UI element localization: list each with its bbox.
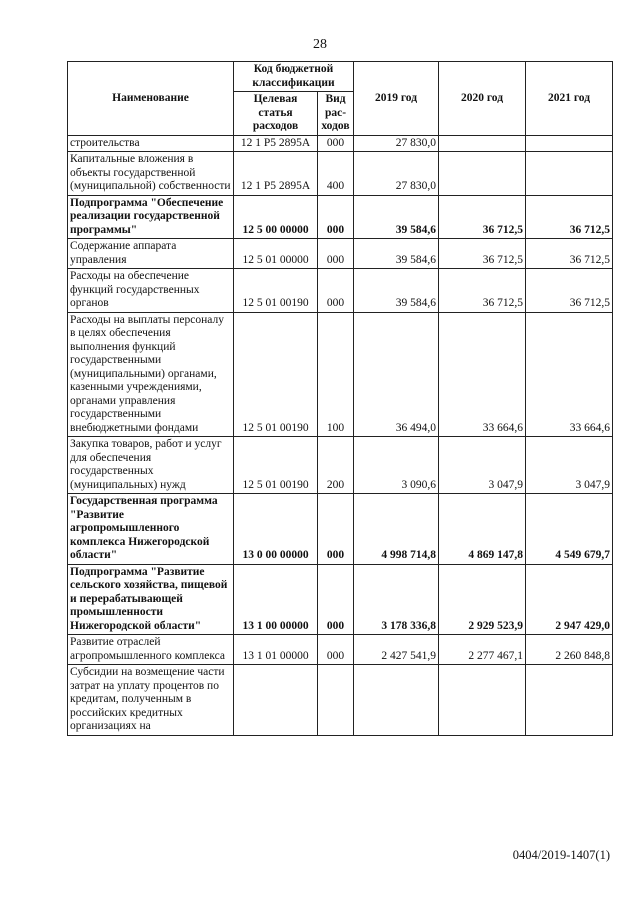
row-2019-value: 36 494,0 <box>354 312 439 437</box>
row-name: Расходы на обеспечение функций государственных органов <box>68 269 234 313</box>
row-target-article: 13 0 00 00000 <box>234 494 318 565</box>
row-expense-type: 100 <box>318 312 354 437</box>
row-2019-value: 2 427 541,9 <box>354 635 439 665</box>
row-name: Развитие отраслей агропромышленного комплекса <box>68 635 234 665</box>
table-row <box>68 635 613 665</box>
budget-table <box>67 61 613 736</box>
row-2021-value <box>526 665 613 736</box>
row-2020-value: 36 712,5 <box>439 239 526 269</box>
row-2020-value: 3 047,9 <box>439 437 526 494</box>
table-row <box>68 564 613 635</box>
row-name: Содержание аппарата управления <box>68 239 234 269</box>
row-expense-type <box>318 665 354 736</box>
row-target-article: 12 5 00 00000 <box>234 195 318 239</box>
row-name: Субсидии на возмещение части затрат на уплату процентов по кредитам, полученным в российских кредитных организациях на <box>68 665 234 736</box>
row-2019-value: 27 830,0 <box>354 135 439 152</box>
row-2021-value: 36 712,5 <box>526 239 613 269</box>
row-target-article: 13 1 00 00000 <box>234 564 318 635</box>
header-name: Наименование <box>68 62 234 136</box>
table-row <box>68 494 613 565</box>
table-row <box>68 195 613 239</box>
row-name: Капитальные вложения в объекты государственной (муниципальной) собственности <box>68 152 234 196</box>
row-expense-type: 200 <box>318 437 354 494</box>
row-2020-value: 2 929 523,9 <box>439 564 526 635</box>
row-expense-type: 000 <box>318 195 354 239</box>
row-2020-value <box>439 665 526 736</box>
header-2020: 2020 год <box>439 62 526 136</box>
table-row <box>68 437 613 494</box>
row-target-article: 12 5 01 00000 <box>234 239 318 269</box>
row-2021-value: 4 549 679,7 <box>526 494 613 565</box>
header-target-article: Целевая статья расходов <box>234 92 318 136</box>
header-classification: Код бюджетной классификации <box>234 62 354 92</box>
row-2019-value: 4 998 714,8 <box>354 494 439 565</box>
row-expense-type: 000 <box>318 135 354 152</box>
row-2019-value: 27 830,0 <box>354 152 439 196</box>
header-expense-type: Вид рас-ходов <box>318 92 354 136</box>
row-expense-type: 000 <box>318 635 354 665</box>
row-target-article: 12 5 01 00190 <box>234 312 318 437</box>
row-2020-value: 33 664,6 <box>439 312 526 437</box>
row-2019-value <box>354 665 439 736</box>
table-row <box>68 152 613 196</box>
row-2021-value: 36 712,5 <box>526 269 613 313</box>
row-name: строительства <box>68 135 234 152</box>
row-2019-value: 39 584,6 <box>354 195 439 239</box>
document-reference: 0404/2019-1407(1) <box>512 848 610 862</box>
row-name: Подпрограмма "Развитие сельского хозяйства, пищевой и перерабатывающей промышленности Нижегородской области" <box>68 564 234 635</box>
row-2021-value: 2 947 429,0 <box>526 564 613 635</box>
row-expense-type: 000 <box>318 239 354 269</box>
row-2021-value: 3 047,9 <box>526 437 613 494</box>
row-name: Государственная программа "Развитие агропромышленного комплекса Нижегородской области" <box>68 494 234 565</box>
row-2021-value: 36 712,5 <box>526 195 613 239</box>
table-row <box>68 239 613 269</box>
row-2021-value <box>526 152 613 196</box>
row-expense-type: 000 <box>318 494 354 565</box>
row-name: Подпрограмма "Обеспечение реализации государственной программы" <box>68 195 234 239</box>
row-2019-value: 3 090,6 <box>354 437 439 494</box>
row-2021-value: 2 260 848,8 <box>526 635 613 665</box>
row-2020-value: 36 712,5 <box>439 269 526 313</box>
row-2020-value <box>439 152 526 196</box>
table-row <box>68 312 613 437</box>
header-2019: 2019 год <box>354 62 439 136</box>
row-name: Закупка товаров, работ и услуг для обеспечения государственных (муниципальных) нужд <box>68 437 234 494</box>
row-name: Расходы на выплаты персоналу в целях обеспечения выполнения функций государственными (муниципальными) органами, казенными учреждениями, органами управления государственными внебюджетными фондами <box>68 312 234 437</box>
row-expense-type: 000 <box>318 564 354 635</box>
row-target-article: 12 1 P5 2895A <box>234 152 318 196</box>
row-target-article <box>234 665 318 736</box>
row-target-article: 13 1 01 00000 <box>234 635 318 665</box>
page-number: 28 <box>313 37 327 52</box>
table-row <box>68 665 613 736</box>
header-2021: 2021 год <box>526 62 613 136</box>
table-row <box>68 269 613 313</box>
row-2021-value <box>526 135 613 152</box>
row-2020-value: 36 712,5 <box>439 195 526 239</box>
row-2020-value: 4 869 147,8 <box>439 494 526 565</box>
row-target-article: 12 1 P5 2895A <box>234 135 318 152</box>
row-expense-type: 400 <box>318 152 354 196</box>
row-expense-type: 000 <box>318 269 354 313</box>
row-2020-value <box>439 135 526 152</box>
row-target-article: 12 5 01 00190 <box>234 437 318 494</box>
table-row <box>68 135 613 152</box>
row-2019-value: 3 178 336,8 <box>354 564 439 635</box>
row-2019-value: 39 584,6 <box>354 269 439 313</box>
row-2019-value: 39 584,6 <box>354 239 439 269</box>
row-target-article: 12 5 01 00190 <box>234 269 318 313</box>
row-2021-value: 33 664,6 <box>526 312 613 437</box>
row-2020-value: 2 277 467,1 <box>439 635 526 665</box>
